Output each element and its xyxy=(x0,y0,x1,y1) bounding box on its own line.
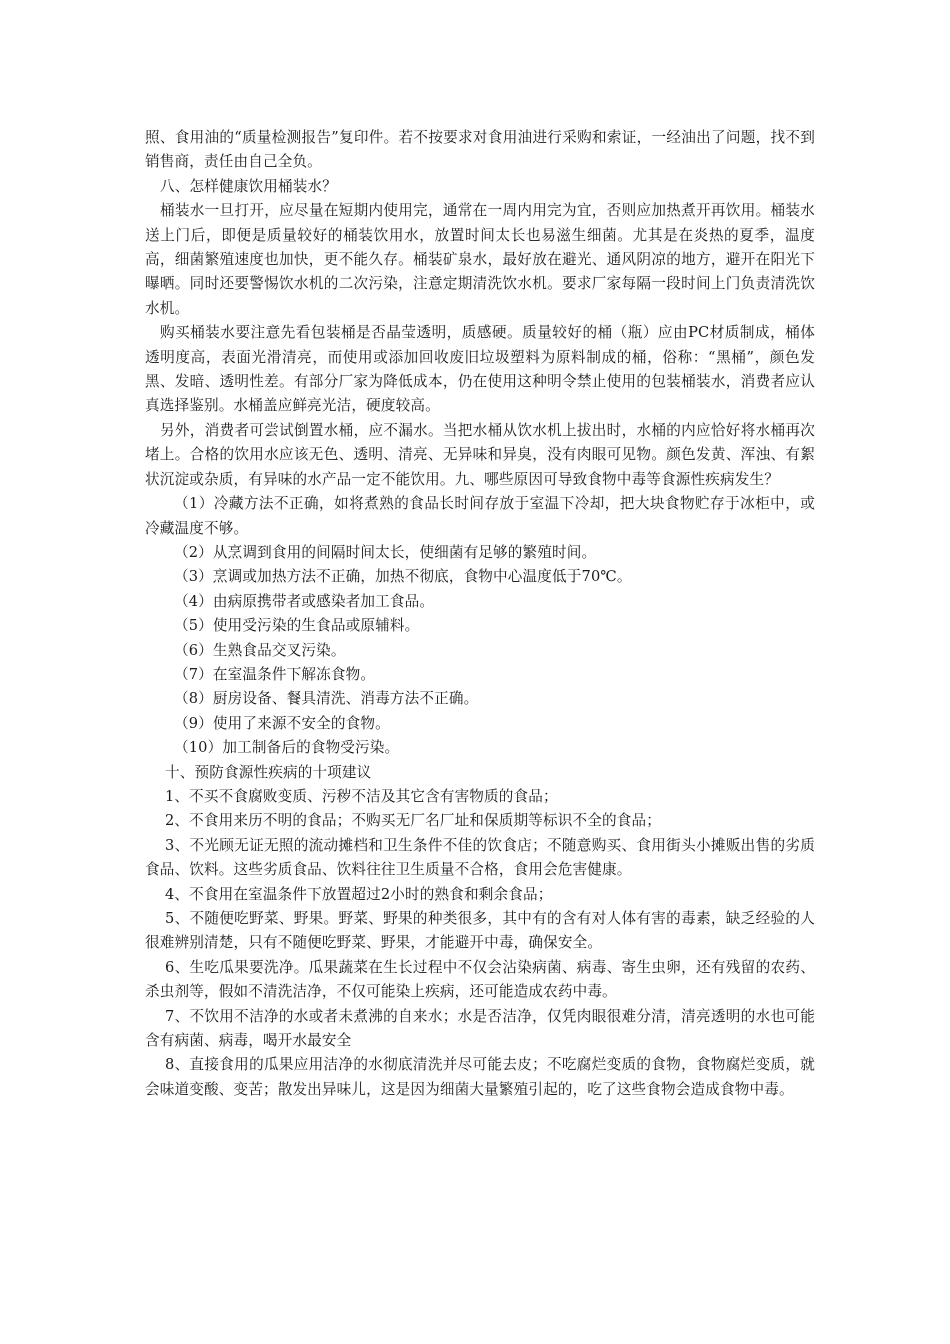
list-item-advice-7: 7、不饮用不洁净的水或者未煮沸的自来水；水是否洁净，仅凭肉眼很难分清，清亮透明的水也可能含有病菌、病毒，喝开水最安全 xyxy=(145,1007,815,1050)
list-item-advice-3: 3、不光顾无证无照的流动摊档和卫生条件不佳的饮食店；不随意购买、食用街头小摊贩出售的劣质食品、饮料。这些劣质食品、饮料往往卫生质量不合格，食用会危害健康。 xyxy=(145,836,815,879)
list-item-cause-4: （4）由病原携带者或感染者加工食品。 xyxy=(174,592,435,610)
list-item-advice-2: 2、不食用来历不明的食品；不购买无厂名厂址和保质期等标识不全的食品； xyxy=(165,812,661,830)
list-item-cause-10: （10）加工制备后的食物受污染。 xyxy=(174,739,400,757)
heading-section-10: 十、预防食源性疾病的十项建议 xyxy=(165,763,372,781)
list-item-cause-7: （7）在室温条件下解冻食物。 xyxy=(174,665,376,683)
list-item-advice-5: 5、不随便吃野菜、野果。野菜、野果的种类很多，其中有的含有对人体有害的毒素，缺乏经验的人很难辨别清楚，只有不随便吃野菜、野果，才能避开中毒，确保安全。 xyxy=(145,910,815,952)
heading-section-8: 八、怎样健康饮用桶装水？ xyxy=(160,177,337,195)
list-item-cause-5: （5）使用受污染的生食品或原辅料。 xyxy=(174,617,420,635)
list-item-cause-9: （9）使用了来源不安全的食物。 xyxy=(174,714,390,732)
list-item-cause-1: （1）冷藏方法不正确，如将煮熟的食品长时间存放于室温下冷却，把大块食物贮存于冰柜中，或冷藏温度不够。 xyxy=(145,495,815,537)
paragraph-bottled-water-check: 另外，消费者可尝试倒置水桶，应不漏水。当把水桶从饮水机上拔出时，水桶的内应恰好将水桶再次堵上。合格的饮用水应该无色、透明、清亮、无异味和异臭，没有肉眼可见物。颜色发黄、浑浊、有絮状沉淀或杂质，有异味的水产品一定不能饮用。九、哪些原因可导致食物中毒等食源性疾病发生？ xyxy=(145,421,815,488)
paragraph-bottled-water-usage: 桶装水一旦打开，应尽量在短期内使用完，通常在一周内用完为宜，否则应加热煮开再饮用。桶装水送上门后，即便是质量较好的桶装饮用水，放置时间太长也易滋生细菌。尤其是在炎热的夏季，温度高，细菌繁殖速度也加快，更不能久存。桶装矿泉水，最好放在避光、通风阴凉的地方，避开在阳光下曝晒。同时还要警惕饮水机的二次污染，注意定期清洗饮水机。要求厂家每隔一段时间上门负责清洗饮水机。 xyxy=(145,202,815,317)
paragraph-oil-certificate: 照、食用油的“质量检测报告”复印件。若不按要求对食用油进行采购和索证，一经油出了问题，找不到销售商，责任由自己全负。 xyxy=(145,129,815,171)
list-item-advice-8: 8、直接食用的瓜果应用洁净的水彻底清洗并尽可能去皮；不吃腐烂变质的食物，食物腐烂变质，就会味道变酸、变苦；散发出异味儿，这是因为细菌大量繁殖引起的，吃了这些食物会造成食物中毒。 xyxy=(145,1056,815,1098)
list-item-cause-8: （8）厨房设备、餐具清洗、消毒方法不正确。 xyxy=(174,690,479,708)
list-item-cause-6: （6）生熟食品交叉污染。 xyxy=(174,641,346,659)
list-item-advice-1: 1、不买不食腐败变质、污秽不洁及其它含有害物质的食品； xyxy=(165,787,558,805)
document-body xyxy=(145,126,815,1102)
list-item-cause-2: （2）从烹调到食用的间隔时间太长，使细菌有足够的繁殖时间。 xyxy=(174,543,597,561)
list-item-advice-4: 4、不食用在室温条件下放置超过2小时的熟食和剩余食品； xyxy=(165,885,553,903)
list-item-advice-6: 6、生吃瓜果要洗净。瓜果蔬菜在生长过程中不仅会沾染病菌、病毒、寄生虫卵，还有残留的农药、杀虫剂等，假如不清洗洁净，不仅可能染上疾病，还可能造成农药中毒。 xyxy=(145,958,815,1001)
paragraph-bottled-water-buying: 购买桶装水要注意先看包装桶是否晶莹透明，质感硬。质量较好的桶（瓶）应由PC材质制成，桶体透明度高，表面光滑清亮，而使用或添加回收废旧垃圾塑料为原料制成的桶，俗称：“黑桶”，颜色发黑、发暗、透明性差。有部分厂家为降低成本，仍在使用这种明令禁止使用的包装桶装水，消费者应认真选择鉴别。水桶盖应鲜亮光洁，硬度较高。 xyxy=(145,324,815,415)
list-item-cause-3: （3）烹调或加热方法不正确，加热不彻底，食物中心温度低于70℃。 xyxy=(174,568,632,586)
